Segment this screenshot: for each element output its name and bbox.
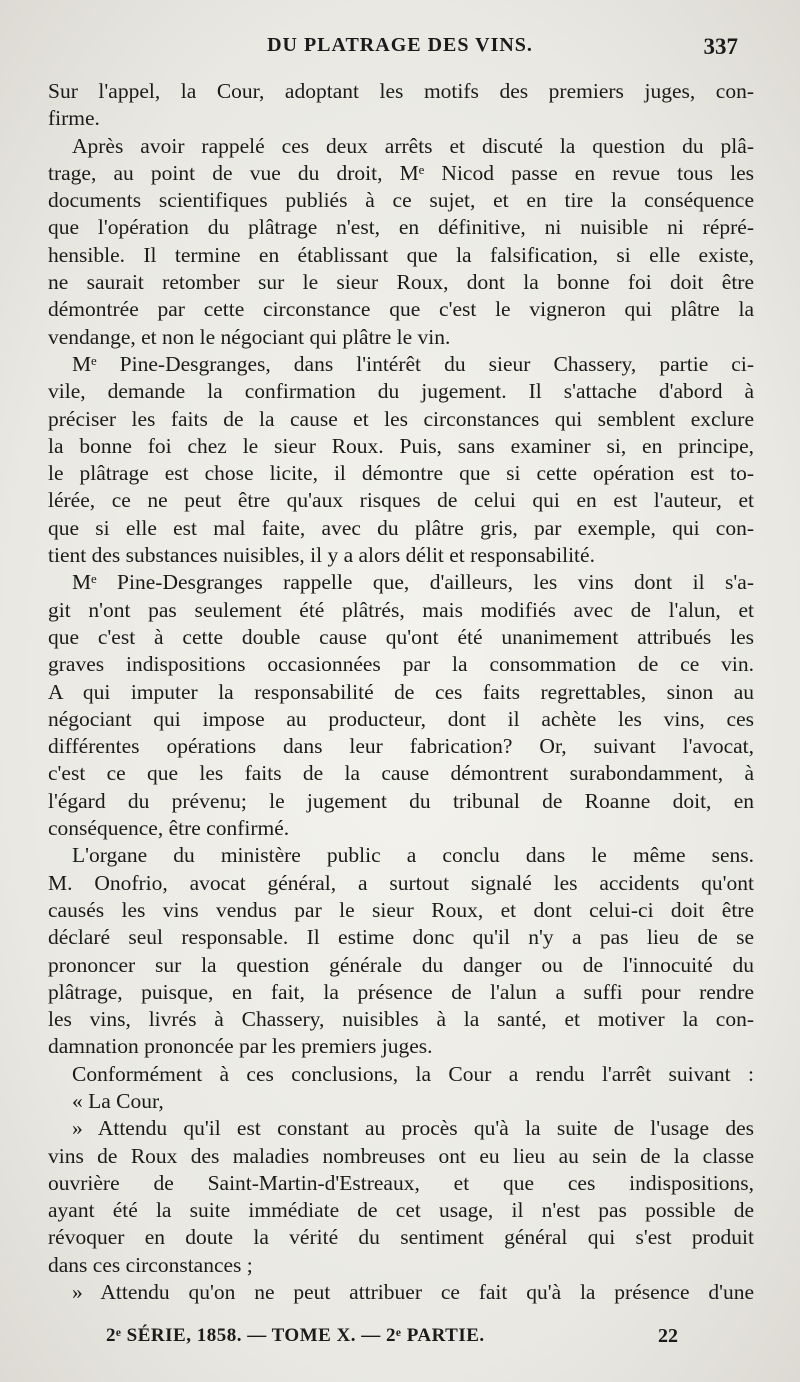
text-line: causés les vins vendus par le sieur Roux, et dont celui-ci doit être [48,897,754,922]
text-line: Après avoir rappelé ces deux arrêts et discuté la question du plâ- [72,133,754,158]
text-line: vins de Roux des maladies nombreuses ont eu lieu au sein de la classe [48,1143,754,1168]
text-line: M. Onofrio, avocat général, a surtout signalé les accidents qu'ont [48,870,754,895]
text-line: démontrée par cette circonstance que c'est le vigneron qui plâtre la [48,297,754,322]
text-line: la bonne foi chez le sieur Roux. Puis, sans examiner si, en principe, [48,433,754,458]
text-line: vile, demande la confirmation du jugement. Il s'attache d'abord à [48,379,754,404]
text-line: les vins, livrés à Chassery, nuisibles à la santé, et motiver la con- [48,1007,754,1032]
text-line: graves indispositions occasionnées par la consommation de ce vin. [48,652,754,677]
text-line: déclaré seul responsable. Il estime donc qu'il n'y a pas lieu de se [48,925,754,950]
text-line: documents scientifiques publiés à ce sujet, et en tire la conséquence [48,188,754,213]
text-line: ne saurait retomber sur le sieur Roux, dont la bonne foi doit être [48,270,754,295]
text-line: L'organe du ministère public a conclu dans le même sens. [72,843,754,868]
text-line: plâtrage, puisque, en fait, la présence de l'alun a suffi pour rendre [48,979,754,1004]
text-line: Sur l'appel, la Cour, adoptant les motifs des premiers juges, con- [48,79,754,103]
text-line: tient des substances nuisibles, il y a alors délit et responsabilité. [48,543,595,568]
body-text [48,78,754,1306]
text-line: Mᵉ Pine-Desgranges rappelle que, d'ailleurs, les vins dont il s'a- [72,570,754,595]
text-line: firme. [48,106,100,131]
text-line: » Attendu qu'on ne peut attribuer ce fait qu'à la présence d'une [72,1280,754,1305]
text-line: « La Cour, [72,1088,164,1113]
text-line: » Attendu qu'il est constant au procès qu'à la suite de l'usage des [72,1116,754,1141]
text-line: négociant qui impose au producteur, dont il achète les vins, ces [48,706,754,731]
text-line: c'est ce que les faits de la cause démontrent surabondamment, à [48,761,754,786]
running-title: DU PLATRAGE DES VINS. [267,34,533,56]
text-line: git n'ont pas seulement été plâtrés, mais modifiés avec de l'alun, et [48,597,754,622]
text-line: révoquer en doute la vérité du sentiment général qui s'est produit [48,1225,754,1250]
text-line: ayant été la suite immédiate de cet usage, il n'est pas possible de [48,1198,754,1223]
text-line: vendange, et non le négociant qui plâtre le vin. [48,324,451,349]
running-head [0,34,800,68]
text-line: préciser les faits de la cause et les circonstances qui semblent exclure [48,406,754,431]
text-line: ouvrière de Saint-Martin-d'Estreaux, et que ces indispositions, [48,1170,754,1195]
text-line: hensible. Il termine en établissant que la falsification, si elle existe, [48,242,754,267]
text-line: le plâtrage est chose licite, il démontre que si cette opération est to- [48,461,754,486]
text-line: A qui imputer la responsabilité de ces faits regrettables, sinon au [48,679,754,704]
text-line: Mᵉ Pine-Desgranges, dans l'intérêt du sieur Chassery, partie ci- [72,351,754,376]
text-line: dans ces circonstances ; [48,1252,253,1277]
text-line: Conformément à ces conclusions, la Cour a rendu l'arrêt suivant : [72,1061,754,1086]
text-line: l'égard du prévenu; le jugement du tribunal de Roanne doit, en [48,788,754,813]
text-line: que l'opération du plâtrage n'est, en définitive, ni nuisible ni répré- [48,215,754,240]
series-info: 2ᵉ SÉRIE, 1858. — TOME X. — 2ᵉ PARTIE. [106,1325,485,1346]
text-line: que si elle est mal faite, avec du plâtre gris, par exemple, qui con- [48,515,754,540]
sheet-number: 22 [658,1325,678,1347]
text-line: que c'est à cette double cause qu'ont été unanimement attribués les [48,624,754,649]
text-line: différentes opérations dans leur fabrication? Or, suivant l'avocat, [48,734,754,759]
text-line: damnation prononcée par les premiers juges. [48,1034,433,1059]
text-line: prononcer sur la question générale du danger ou de l'innocuité du [48,952,754,977]
text-line: lérée, ce ne peut être qu'aux risques de celui qui en est l'auteur, et [48,488,754,513]
page-number: 337 [703,34,738,59]
text-line: trage, au point de vue du droit, Mᵉ Nicod passe en revue tous les [48,160,754,185]
page-footer [0,1325,800,1355]
text-line: conséquence, être confirmé. [48,816,290,841]
